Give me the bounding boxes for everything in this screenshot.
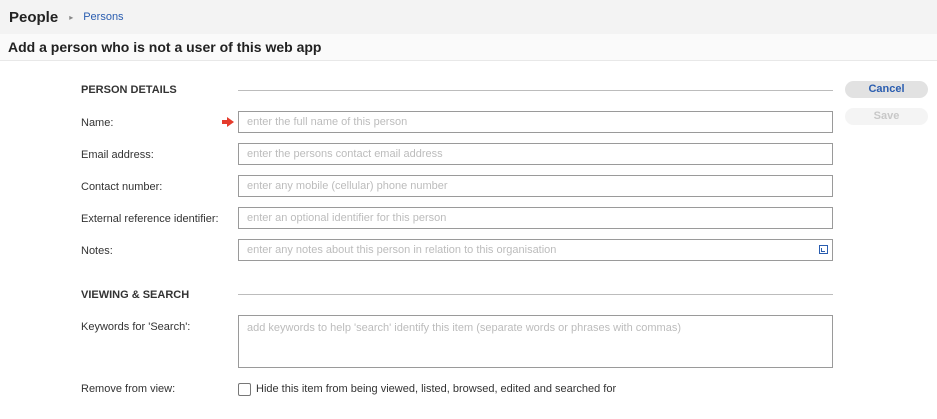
name-input[interactable] — [238, 111, 833, 133]
external-reference-input[interactable] — [238, 207, 833, 229]
contact-number-label: Contact number: — [81, 181, 163, 193]
email-label: Email address: — [81, 149, 154, 161]
contact-number-input[interactable] — [238, 175, 833, 197]
arrow-right-icon — [222, 117, 234, 127]
notes-label: Notes: — [81, 245, 113, 257]
page-title: Add a person who is not a user of this web app — [8, 39, 322, 55]
keywords-label: Keywords for 'Search': — [81, 321, 191, 333]
name-label: Name: — [81, 117, 114, 129]
breadcrumb-link-persons[interactable]: Persons — [83, 11, 124, 23]
section-title-person-details: PERSON DETAILS — [81, 84, 177, 96]
section-title-viewing-search: VIEWING & SEARCH — [81, 289, 190, 301]
external-reference-label: External reference identifier: — [81, 213, 219, 225]
remove-from-view-checkbox[interactable] — [238, 383, 251, 396]
page-heading — [0, 34, 937, 61]
remove-from-view-checkbox-label[interactable]: Hide this item from being viewed, listed, browsed, edited and searched for — [256, 383, 617, 395]
breadcrumb-root: People — [9, 8, 59, 26]
email-input[interactable] — [238, 143, 833, 165]
save-button[interactable]: Save — [845, 108, 928, 125]
cancel-button[interactable]: Cancel — [845, 81, 928, 98]
breadcrumb — [0, 0, 937, 34]
remove-from-view-label: Remove from view: — [81, 383, 176, 395]
keywords-textarea[interactable] — [238, 315, 833, 368]
notes-input[interactable] — [238, 239, 833, 261]
section-divider — [238, 90, 833, 91]
breadcrumb-separator-icon: ▸ — [69, 12, 74, 22]
section-divider — [238, 294, 833, 295]
expand-icon[interactable] — [819, 245, 828, 254]
